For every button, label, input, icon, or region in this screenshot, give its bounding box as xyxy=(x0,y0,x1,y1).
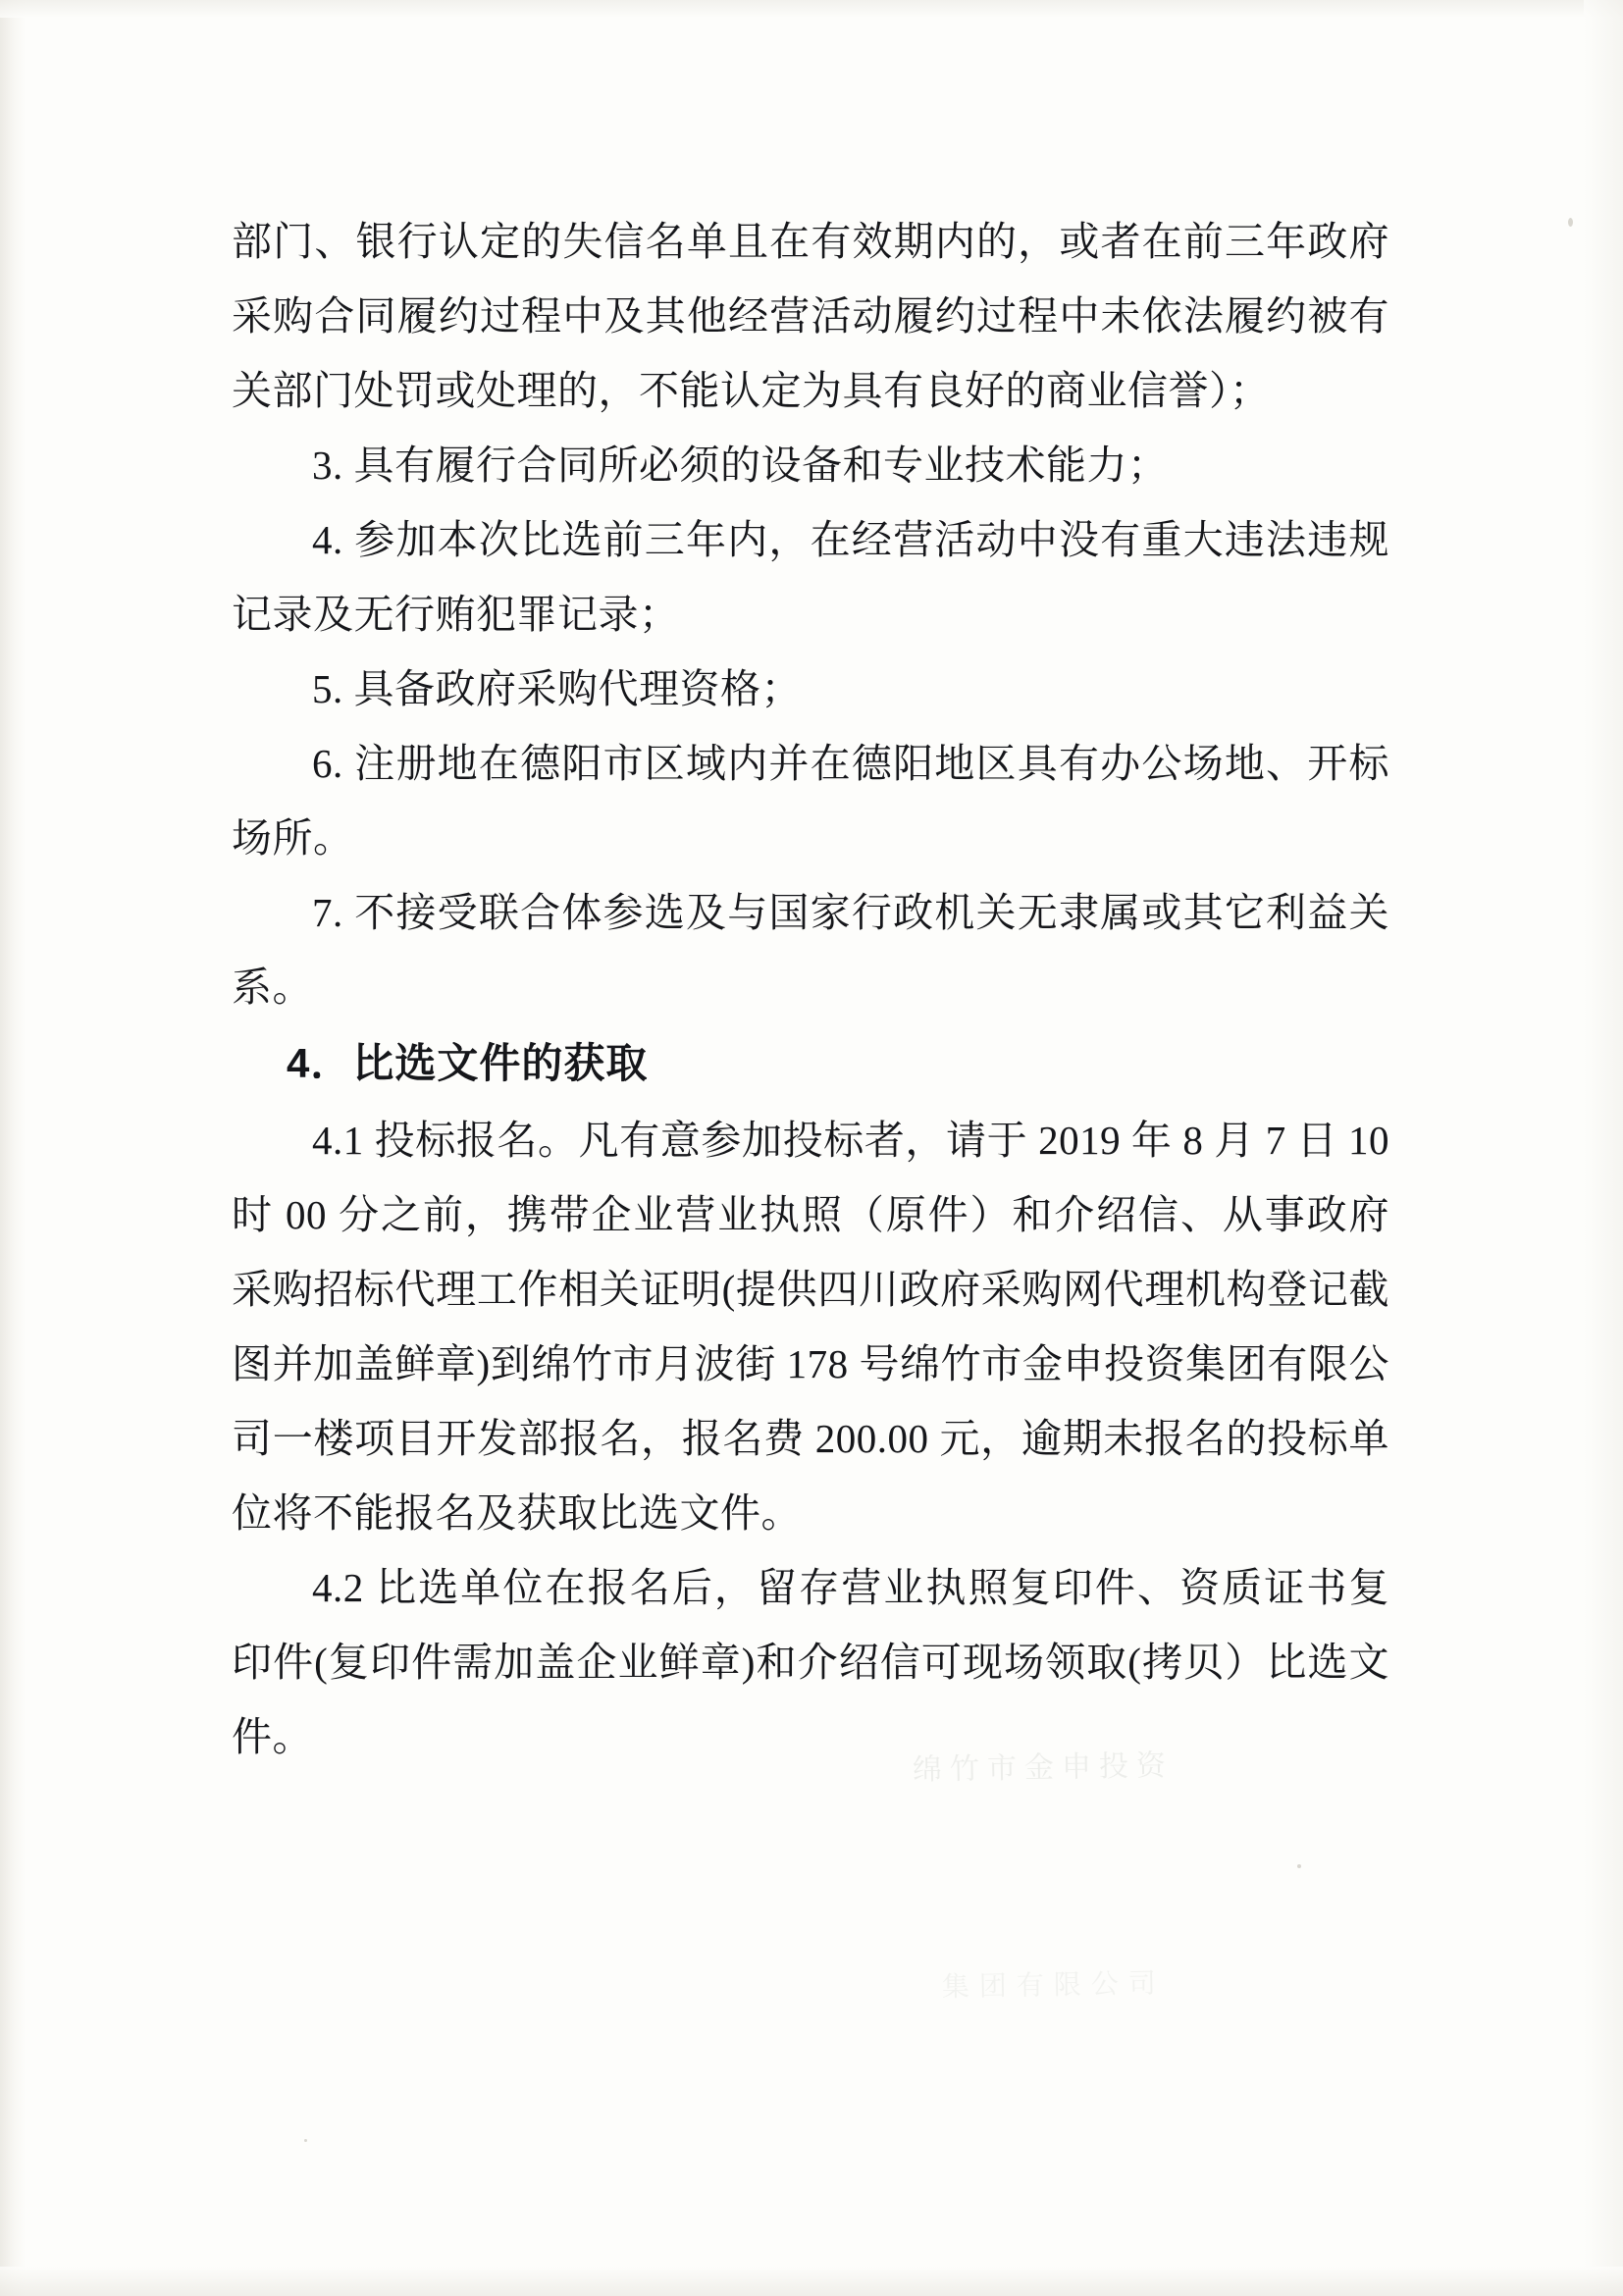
scan-speck xyxy=(1297,1864,1301,1868)
list-item-3: 3. 具有履行合同所必须的设备和专业技术能力； xyxy=(312,443,1169,488)
section-item-4-1: 4.1 投标报名。凡有意参加投标者，请于 2019 年 8 月 7 日 10 时 00 分之前，携带企业营业执照（原件）和介绍信、从事政府采购招标代理工作相关证明(提供四川政府采购网代理机构登记截图并加盖鲜章)到绵竹市月波街 178 号绵竹市金申投资集团有限公司一楼项目开发部报名，报名费 200.00 元，逾期未报名的投标单位将不能报名及获取比选文件。 xyxy=(232,1118,1400,1536)
paragraph-continuation: 部门、银行认定的失信名单且在有效期内的，或者在前三年政府采购合同履约过程中及其他经营活动履约过程中未依法履约被有关部门处罚或处理的，不能认定为具有良好的商业信誉）； xyxy=(232,219,1389,413)
scan-speck xyxy=(304,2139,307,2142)
scan-edge-bottom xyxy=(0,2267,1623,2296)
scan-speck xyxy=(1568,218,1573,227)
document-body xyxy=(232,204,1400,1774)
section-item-4-2: 4.2 比选单位在报名后，留存营业执照复印件、资质证书复印件(复印件需加盖企业鲜章)和介绍信可现场领取(拷贝）比选文件。 xyxy=(232,1565,1389,1759)
list-item-4: 4. 参加本次比选前三年内，在经营活动中没有重大违法违规记录及无行贿犯罪记录； xyxy=(232,517,1389,637)
list-item-5: 5. 具备政府采购代理资格； xyxy=(312,666,802,711)
watermark-ghost-text-secondary: 集团有限公司 xyxy=(941,1967,1167,2003)
scan-edge-left xyxy=(0,0,26,2296)
list-item-6: 6. 注册地在德阳市区域内并在德阳地区具有办公场地、开标场所。 xyxy=(232,741,1389,861)
list-item-7: 7. 不接受联合体参选及与国家行政机关无隶属或其它利益关系。 xyxy=(232,890,1389,1010)
scan-edge-top xyxy=(0,0,1623,18)
watermark-ghost-text: 绵竹市金申投资 xyxy=(912,1749,1175,1787)
section-heading-4: 4．比选文件的获取 xyxy=(287,1040,649,1086)
scan-edge-right xyxy=(1584,0,1623,2296)
